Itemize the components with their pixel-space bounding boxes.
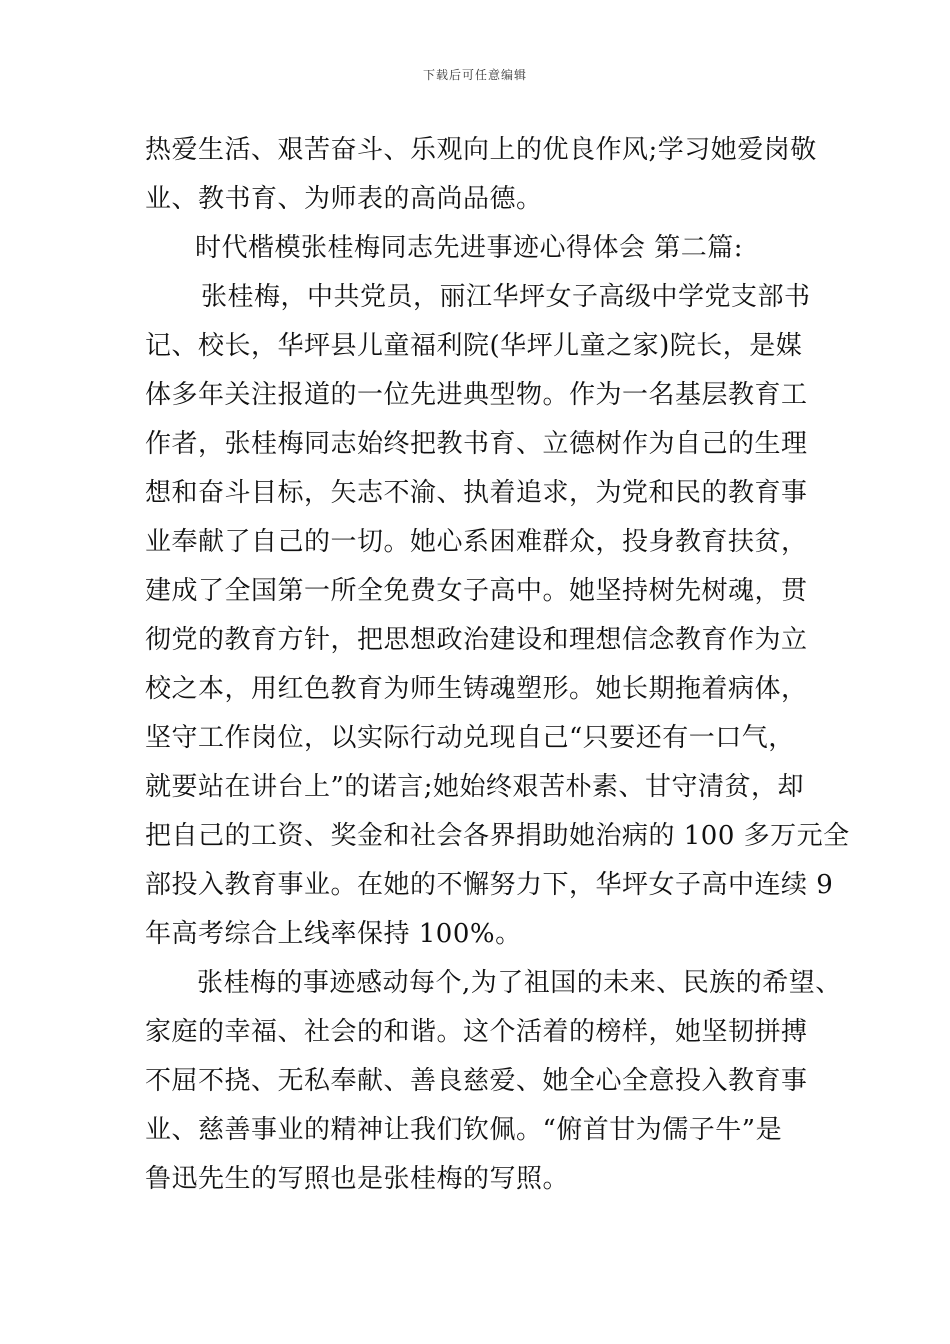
paragraph-line: 把自己的工资、奖金和社会各界捐助她治病的 100 多万元全 <box>145 821 850 851</box>
paragraph-line: 业奉献了自己的一切。她心系困难群众，投身教育扶贫， <box>145 527 808 557</box>
paragraph-line: 业、教书育、为师表的高尚品德。 <box>145 184 543 214</box>
paragraph-line: 家庭的幸福、社会的和谐。这个活着的榜样，她坚韧拼搏 <box>145 1017 808 1047</box>
paragraph-line: 部投入教育事业。在她的不懈努力下，华坪女子高中连续 9 <box>145 870 834 900</box>
paragraph-line: 建成了全国第一所全免费女子高中。她坚持树先树魂，贯 <box>145 576 808 606</box>
document-body <box>145 126 850 1204</box>
paragraph-line: 张桂梅，中共党员，丽江华坪女子高级中学党支部书 <box>201 282 811 312</box>
paragraph-line: 张桂梅的事迹感动每个,为了祖国的未来、民族的希望、 <box>197 968 842 998</box>
paragraph-line: 校之本，用红色教育为师生铸魂塑形。她长期拖着病体， <box>145 674 808 704</box>
paragraph-line: 想和奋斗目标，矢志不渝、执着追求，为党和民的教育事 <box>145 478 808 508</box>
paragraph-line: 彻党的教育方针，把思想政治建设和理想信念教育作为立 <box>145 625 808 655</box>
paragraph-line: 不屈不挠、无私奉献、善良慈爱、她全心全意投入教育事 <box>145 1066 808 1096</box>
paragraph-line: 体多年关注报道的一位先进典型物。作为一名基层教育工 <box>145 380 808 410</box>
paragraph-line: 就要站在讲台上”的诺言;她始终艰苦朴素、甘守清贫，却 <box>145 772 805 802</box>
paragraph-line: 记、校长，华坪县儿童福利院(华坪儿童之家)院长，是媒 <box>145 331 803 361</box>
paragraph-line: 鲁迅先生的写照也是张桂梅的写照。 <box>145 1164 570 1194</box>
paragraph-line: 业、慈善事业的精神让我们钦佩。“俯首甘为儒子牛”是 <box>145 1115 783 1145</box>
paragraph-line: 坚守工作岗位，以实际行动兑现自己“只要还有一口气， <box>145 723 795 753</box>
section-title: 时代楷模张桂梅同志先进事迹心得体会 第二篇: <box>195 233 744 263</box>
paragraph-line: 热爱生活、艰苦奋斗、乐观向上的优良作风;学习她爱岗敬 <box>145 135 817 165</box>
paragraph-line: 年高考综合上线率保持 100%。 <box>145 919 522 949</box>
paragraph-line: 作者，张桂梅同志始终把教书育、立德树作为自己的生理 <box>145 429 808 459</box>
page-header-note: 下载后可任意编辑 <box>422 68 527 82</box>
